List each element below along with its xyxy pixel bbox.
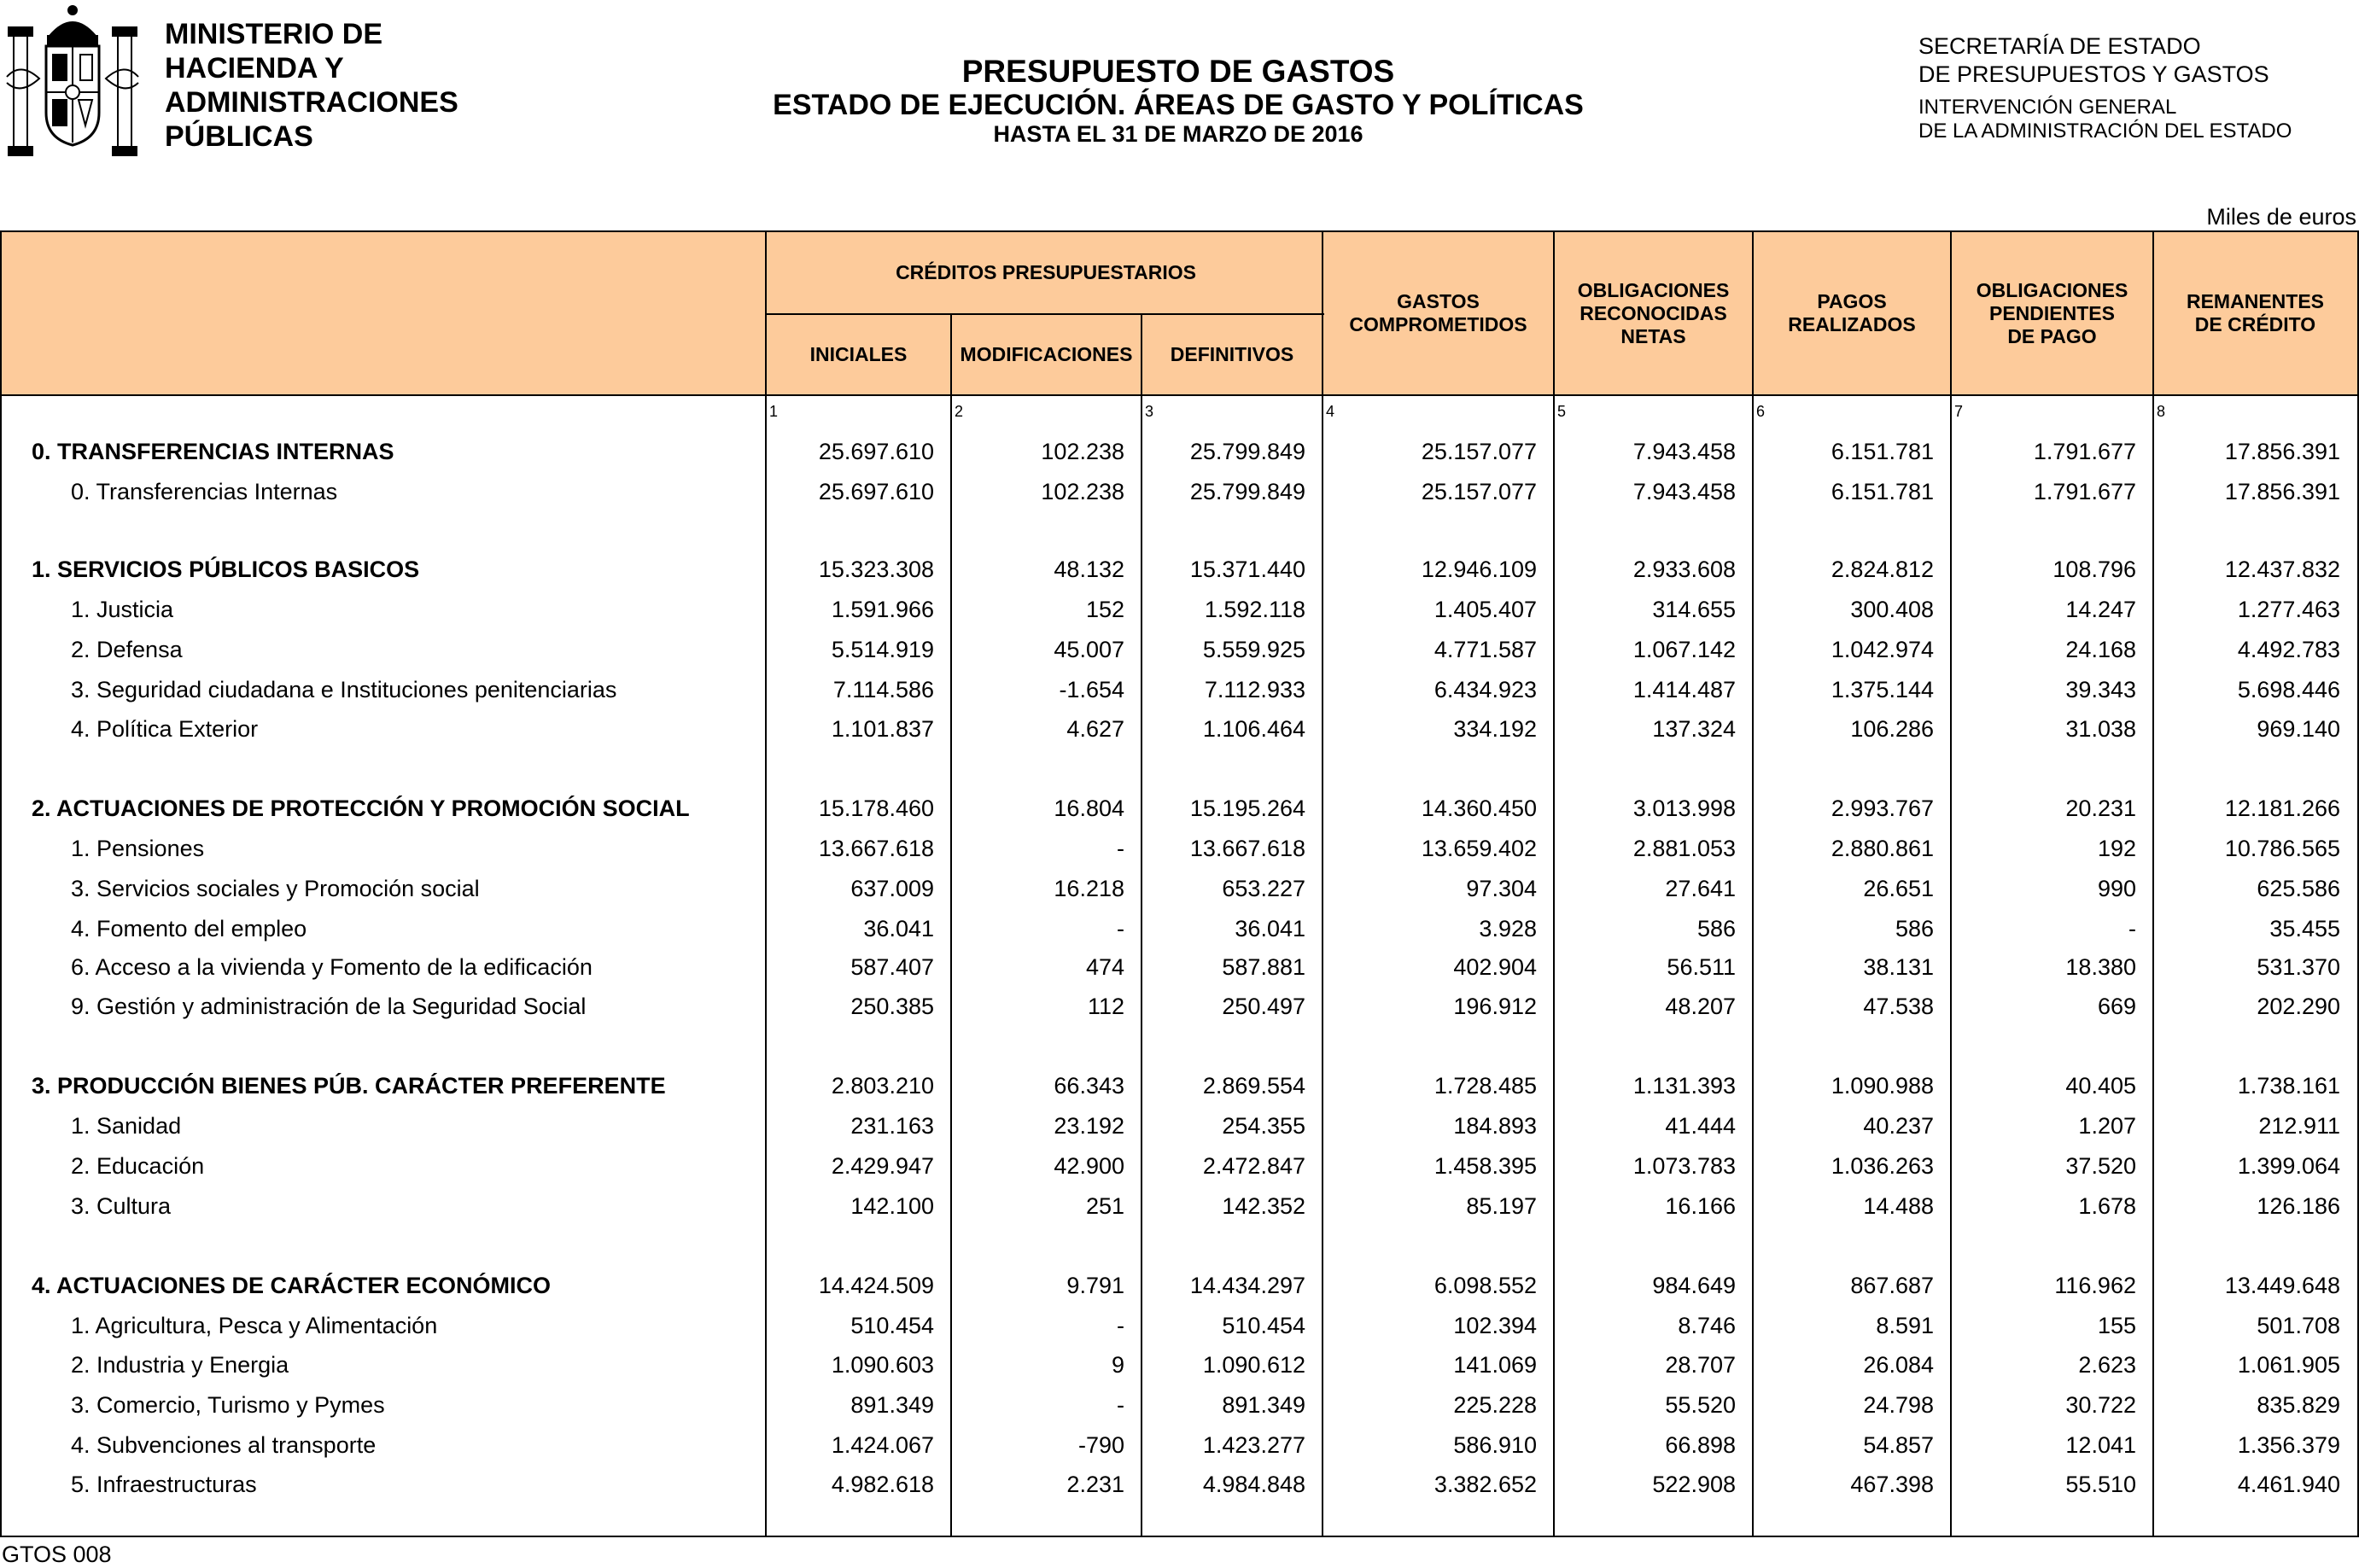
table-cell: 1.678 — [2078, 1193, 2136, 1219]
table-cell: 254.355 — [1222, 1113, 1305, 1139]
table-cell: 47.538 — [1863, 994, 1934, 1019]
table-row-label: 1. Agricultura, Pesca y Alimentación — [71, 1313, 438, 1338]
table-cell: 192 — [2097, 836, 2136, 861]
table-cell: 14.360.450 — [1421, 796, 1537, 821]
table-cell: 6.098.552 — [1434, 1273, 1537, 1298]
table-cell: 20.231 — [2065, 796, 2136, 821]
table-cell: 984.649 — [1652, 1273, 1736, 1298]
table-cell: 13.667.618 — [818, 836, 934, 861]
table-cell: 17.856.391 — [2224, 439, 2340, 464]
table-cell: 142.100 — [850, 1193, 934, 1219]
table-row-label: 3. Cultura — [71, 1193, 172, 1219]
table-cell: 15.178.460 — [818, 796, 934, 821]
intervencion-line: DE LA ADMINISTRACIÓN DEL ESTADO — [1918, 119, 2292, 143]
column-number: 1 — [769, 403, 779, 420]
table-cell: 1.414.487 — [1632, 677, 1736, 702]
table-row-label: 4. Fomento del empleo — [71, 916, 307, 941]
table-row-label: 4. Política Exterior — [71, 716, 259, 742]
table-cell: 5.514.919 — [831, 637, 934, 662]
column-header — [1554, 232, 1753, 394]
table-cell: 891.349 — [1222, 1392, 1305, 1418]
column-header — [1753, 232, 1951, 394]
table-cell: 16.166 — [1665, 1193, 1736, 1219]
column-header-line: COMPROMETIDOS — [1349, 313, 1527, 335]
table-cell: 2.472.847 — [1202, 1153, 1305, 1179]
table-cell: 35.455 — [2269, 916, 2340, 941]
table-cell: 184.893 — [1453, 1113, 1537, 1139]
table-cell: 250.385 — [850, 994, 934, 1019]
table-cell: 1.042.974 — [1831, 637, 1934, 662]
table-cell: 108.796 — [2052, 557, 2136, 582]
table-cell: 1.073.783 — [1632, 1153, 1736, 1179]
table-cell: 24.168 — [2065, 637, 2136, 662]
table-cell: 7.943.458 — [1632, 479, 1736, 504]
column-header — [1142, 315, 1323, 394]
table-cell: 1.090.603 — [831, 1352, 934, 1378]
table-cell: 97.304 — [1466, 876, 1537, 901]
table-cell: 102.238 — [1041, 439, 1124, 464]
table-cell: 587.407 — [850, 954, 934, 980]
table-cell: 4.627 — [1066, 716, 1124, 742]
table-cell: 155 — [2097, 1313, 2136, 1338]
table-cell: 48.132 — [1054, 557, 1124, 582]
column-header-line: DE PAGO — [2007, 324, 2097, 347]
table-cell: 5.698.446 — [2237, 677, 2340, 702]
column-header-line: PENDIENTES — [1989, 301, 2115, 324]
table-cell: 142.352 — [1222, 1193, 1305, 1219]
table-cell: 2.623 — [2078, 1352, 2136, 1378]
table-cell: 41.444 — [1665, 1113, 1736, 1139]
table-row-label: 3. Seguridad ciudadana e Instituciones penitenciarias — [71, 677, 617, 702]
table-cell: 42.900 — [1054, 1153, 1124, 1179]
table-cell: 25.157.077 — [1421, 479, 1537, 504]
table-row-label: 2. Industria y Energia — [71, 1352, 289, 1378]
table-row-group-label: 4. ACTUACIONES DE CARÁCTER ECONÓMICO — [32, 1273, 552, 1298]
table-cell: 1.791.677 — [2033, 439, 2136, 464]
table-row-group-label: 1. SERVICIOS PÚBLICOS BASICOS — [32, 557, 420, 582]
ministry-name — [165, 17, 458, 154]
table-cell: 212.911 — [2258, 1113, 2340, 1139]
column-header-line: OBLIGACIONES — [1577, 278, 1730, 301]
table-cell: 1.592.118 — [1204, 597, 1305, 622]
table-cell: - — [1117, 1392, 1124, 1418]
table-cell: - — [1117, 1313, 1124, 1338]
table-cell: 969.140 — [2257, 716, 2340, 742]
table-cell: 586 — [1696, 916, 1736, 941]
table-cell: 3.013.998 — [1632, 796, 1736, 821]
table-cell: 2.881.053 — [1632, 836, 1736, 861]
table-row-group-label: 2. ACTUACIONES DE PROTECCIÓN Y PROMOCIÓN SOCIAL — [32, 796, 690, 821]
table-cell: 3.928 — [1479, 916, 1537, 941]
table-cell: 990 — [2097, 876, 2136, 901]
table-cell: 1.036.263 — [1831, 1153, 1934, 1179]
secretaria-block — [1918, 32, 2269, 89]
table-cell: 112 — [1087, 994, 1124, 1019]
table-row-label: 3. Comercio, Turismo y Pymes — [71, 1392, 385, 1418]
secretaria-line: DE PRESUPUESTOS Y GASTOS — [1918, 61, 2269, 87]
table-cell: 6.434.923 — [1434, 677, 1537, 702]
table-cell: 1.067.142 — [1632, 637, 1736, 662]
column-header-line: INICIALES — [809, 343, 908, 365]
table-cell: 36.041 — [863, 916, 934, 941]
table-cell: 501.708 — [2257, 1313, 2340, 1338]
table-cell: 300.408 — [1850, 597, 1934, 622]
table-cell: 334.192 — [1453, 716, 1537, 742]
ministry-line: HACIENDA Y — [165, 52, 344, 85]
table-cell: 10.786.565 — [2224, 836, 2340, 861]
table-cell: 126.186 — [2257, 1193, 2340, 1219]
table-cell: 2.880.861 — [1831, 836, 1934, 861]
table-cell: 1.101.837 — [831, 716, 934, 742]
table-cell: 25.697.610 — [818, 479, 934, 504]
table-cell: 637.009 — [850, 876, 934, 901]
column-number: 5 — [1557, 403, 1567, 420]
table-cell: 15.323.308 — [818, 557, 934, 582]
table-cell: - — [2128, 916, 2136, 941]
table-cell: 2.869.554 — [1202, 1073, 1305, 1099]
table-cell: 12.946.109 — [1421, 557, 1537, 582]
table-cell: 1.090.612 — [1202, 1352, 1305, 1378]
table-cell: 2.429.947 — [831, 1153, 934, 1179]
table-cell: 7.112.933 — [1204, 677, 1305, 702]
column-number: 6 — [1756, 403, 1766, 420]
table-cell: 835.829 — [2257, 1392, 2340, 1418]
table-cell: 1.277.463 — [2237, 597, 2340, 622]
table-cell: 27.641 — [1665, 876, 1736, 901]
table-cell: 152 — [1085, 597, 1124, 622]
table-cell: 14.247 — [2065, 597, 2136, 622]
table-cell: 16.218 — [1054, 876, 1124, 901]
table-cell: 5.559.925 — [1202, 637, 1305, 662]
column-number: 4 — [1326, 403, 1335, 420]
table-cell: 66.343 — [1054, 1073, 1124, 1099]
table-cell: 116.962 — [2054, 1273, 2136, 1298]
column-header-line: DE CRÉDITO — [2194, 313, 2316, 335]
table-cell: 48.207 — [1665, 994, 1736, 1019]
table-cell: 37.520 — [2065, 1153, 2136, 1179]
table-cell: 510.454 — [850, 1313, 934, 1338]
table-cell: 56.511 — [1667, 954, 1736, 980]
table-cell: 1.399.064 — [2237, 1153, 2340, 1179]
column-number: 2 — [955, 403, 964, 420]
table-cell: 587.881 — [1222, 954, 1305, 980]
coat-of-arms-logo — [5, 2, 140, 162]
table-cell: 28.707 — [1665, 1352, 1736, 1378]
table-cell: 1.728.485 — [1434, 1073, 1537, 1099]
table-cell: 40.237 — [1863, 1113, 1934, 1139]
table-cell: 225.228 — [1453, 1392, 1537, 1418]
table-cell: 55.520 — [1665, 1392, 1736, 1418]
table-cell: 196.912 — [1453, 994, 1537, 1019]
column-header-line: MODIFICACIONES — [960, 343, 1133, 365]
table-cell: 891.349 — [850, 1392, 934, 1418]
intervencion-line: INTERVENCIÓN GENERAL — [1918, 96, 2177, 119]
header-creditos-presupuestarios: CRÉDITOS PRESUPUESTARIOS — [896, 261, 1196, 283]
table-cell: 4.984.848 — [1202, 1472, 1305, 1497]
table-row-label: 1. Pensiones — [71, 836, 205, 861]
column-number: 7 — [1954, 403, 1964, 420]
table-cell: 13.449.648 — [2224, 1273, 2340, 1298]
table-cell: 669 — [2097, 994, 2136, 1019]
table-cell: 31.038 — [2065, 716, 2136, 742]
ministry-line: ADMINISTRACIONES — [165, 86, 458, 119]
table-cell: 18.380 — [2065, 954, 2136, 980]
table-cell: 1.738.161 — [2237, 1073, 2340, 1099]
page-subtitle: ESTADO DE EJECUCIÓN. ÁREAS DE GASTO Y POLÍTICAS — [773, 89, 1584, 121]
column-header-line: DEFINITIVOS — [1170, 343, 1294, 365]
report-date: HASTA EL 31 DE MARZO DE 2016 — [993, 121, 1363, 147]
table-cell: 12.181.266 — [2224, 796, 2340, 821]
table-cell: 586 — [1895, 916, 1934, 941]
table-cell: 9.791 — [1066, 1273, 1124, 1298]
table-cell: 510.454 — [1222, 1313, 1305, 1338]
secretaria-line: SECRETARÍA DE ESTADO — [1918, 33, 2201, 59]
table-cell: 474 — [1085, 954, 1124, 980]
table-cell: 26.651 — [1863, 876, 1934, 901]
table-cell: 467.398 — [1850, 1472, 1934, 1497]
table-cell: 39.343 — [2065, 677, 2136, 702]
table-cell: 15.195.264 — [1189, 796, 1305, 821]
column-header — [1323, 232, 1554, 394]
table-cell: 1.791.677 — [2033, 479, 2136, 504]
page-title: PRESUPUESTO DE GASTOS — [961, 54, 1395, 89]
table-row-label: 5. Infraestructuras — [71, 1472, 257, 1497]
table-cell: 586.910 — [1453, 1432, 1537, 1458]
table-cell: 4.982.618 — [831, 1472, 934, 1497]
table-cell: 2.803.210 — [831, 1073, 934, 1099]
table-cell: 402.904 — [1453, 954, 1537, 980]
table-cell: 4.492.783 — [2237, 637, 2340, 662]
table-cell: 653.227 — [1222, 876, 1305, 901]
table-cell: 13.667.618 — [1189, 836, 1305, 861]
table-cell: 3.382.652 — [1434, 1472, 1537, 1497]
table-cell: 531.370 — [2257, 954, 2340, 980]
document-code: GTOS 008 — [2, 1542, 112, 1567]
table-cell: 137.324 — [1652, 716, 1736, 742]
table-cell: 250.497 — [1222, 994, 1305, 1019]
table-cell: 14.434.297 — [1189, 1273, 1305, 1298]
table-cell: 7.114.586 — [832, 677, 934, 702]
table-cell: 1.405.407 — [1434, 597, 1537, 622]
table-cell: 1.207 — [2078, 1113, 2136, 1139]
intervencion-block — [1918, 96, 2292, 143]
table-row-label: 9. Gestión y administración de la Seguridad Social — [71, 994, 587, 1019]
column-header-line: PAGOS — [1817, 290, 1887, 312]
table-cell: 231.163 — [850, 1113, 934, 1139]
table-row-label: 3. Servicios sociales y Promoción social — [71, 876, 480, 901]
table-cell: 2.933.608 — [1632, 557, 1736, 582]
table-cell: 14.488 — [1863, 1193, 1934, 1219]
table-cell: 202.290 — [2257, 994, 2340, 1019]
table-cell: 8.746 — [1678, 1313, 1736, 1338]
table-cell: 1.424.067 — [831, 1432, 934, 1458]
table-cell: 102.394 — [1453, 1313, 1537, 1338]
table-cell: 9 — [1111, 1352, 1124, 1378]
column-header — [2153, 232, 2357, 394]
table-cell: 251 — [1085, 1193, 1124, 1219]
table-cell: 867.687 — [1850, 1273, 1934, 1298]
table-cell: 625.586 — [2257, 876, 2340, 901]
table-row-label: 2. Defensa — [71, 637, 183, 662]
table-cell: -790 — [1077, 1432, 1124, 1458]
table-row-label: 0. Transferencias Internas — [71, 479, 338, 504]
table-cell: 55.510 — [2065, 1472, 2136, 1497]
table-cell: 1.090.988 — [1831, 1073, 1934, 1099]
header-bottom-rule — [2, 394, 2357, 396]
table-cell: 36.041 — [1235, 916, 1305, 941]
table-cell: 1.591.966 — [831, 597, 934, 622]
table-cell: 17.856.391 — [2224, 479, 2340, 504]
column-header-line: OBLIGACIONES — [1976, 278, 2128, 301]
table-cell: 15.371.440 — [1189, 557, 1305, 582]
table-cell: 30.722 — [2065, 1392, 2136, 1418]
table-cell: 2.231 — [1066, 1472, 1124, 1497]
table-cell: 14.424.509 — [818, 1273, 934, 1298]
table-row-group-label: 0. TRANSFERENCIAS INTERNAS — [32, 439, 394, 464]
column-header-line: RECONOCIDAS — [1579, 301, 1727, 324]
table-cell: 40.405 — [2065, 1073, 2136, 1099]
table-cell: 6.151.781 — [1831, 439, 1934, 464]
table-cell: 1.131.393 — [1632, 1073, 1736, 1099]
table-cell: 1.106.464 — [1202, 716, 1305, 742]
table-cell: 25.157.077 — [1421, 439, 1537, 464]
table-cell: 102.238 — [1041, 479, 1124, 504]
table-row-label: 1. Justicia — [71, 597, 174, 622]
table-cell: 6.151.781 — [1831, 479, 1934, 504]
table-cell: 12.041 — [2065, 1432, 2136, 1458]
table-cell: 2.993.767 — [1831, 796, 1934, 821]
table-row-label: 6. Acceso a la vivienda y Fomento de la edificación — [71, 954, 593, 980]
table-cell: - — [1117, 836, 1124, 861]
column-header-line: REMANENTES — [2186, 290, 2324, 312]
table-cell: 141.069 — [1453, 1352, 1537, 1378]
table-cell: - — [1117, 916, 1124, 941]
table-cell: 25.799.849 — [1189, 439, 1305, 464]
table-cell: 1.375.144 — [1831, 677, 1934, 702]
table-row-label: 1. Sanidad — [71, 1113, 182, 1139]
table-row-label: 4. Subvenciones al transporte — [71, 1432, 377, 1458]
table-cell: 4.461.940 — [2237, 1472, 2340, 1497]
table-cell: 314.655 — [1652, 597, 1736, 622]
table-cell: 2.824.812 — [1831, 557, 1934, 582]
table-cell: 26.084 — [1863, 1352, 1934, 1378]
table-cell: 4.771.587 — [1434, 637, 1537, 662]
table-cell: 1.458.395 — [1434, 1153, 1537, 1179]
table-cell: 106.286 — [1850, 716, 1934, 742]
table-cell: 7.943.458 — [1632, 439, 1736, 464]
table-cell: 1.061.905 — [2237, 1352, 2340, 1378]
column-number: 8 — [2157, 403, 2166, 420]
column-header — [1951, 232, 2153, 394]
table-cell: 16.804 — [1054, 796, 1124, 821]
column-header — [951, 315, 1142, 394]
table-cell: 24.798 — [1863, 1392, 1934, 1418]
table-cell: 23.192 — [1054, 1113, 1124, 1139]
table-cell: 38.131 — [1863, 954, 1934, 980]
table-cell: 85.197 — [1466, 1193, 1537, 1219]
table-row-label: 2. Educación — [71, 1153, 205, 1179]
ministry-line: PÚBLICAS — [165, 120, 313, 153]
table-cell: 12.437.832 — [2224, 557, 2340, 582]
table-cell: 25.799.849 — [1189, 479, 1305, 504]
column-header — [766, 315, 951, 394]
table-cell: 8.591 — [1876, 1313, 1934, 1338]
table-cell: 522.908 — [1652, 1472, 1736, 1497]
units-label: Miles de euros — [2206, 204, 2356, 230]
table-cell: -1.654 — [1059, 677, 1124, 702]
table-cell: 45.007 — [1054, 637, 1124, 662]
column-header-line: NETAS — [1620, 324, 1686, 347]
column-header-line: REALIZADOS — [1788, 313, 1916, 335]
table-row-group-label: 3. PRODUCCIÓN BIENES PÚB. CARÁCTER PREFERENTE — [32, 1073, 666, 1099]
table-cell: 1.356.379 — [2237, 1432, 2340, 1458]
table-cell: 54.857 — [1863, 1432, 1934, 1458]
table-cell: 13.659.402 — [1421, 836, 1537, 861]
table-cell: 1.423.277 — [1202, 1432, 1305, 1458]
column-header-line: GASTOS — [1397, 290, 1480, 312]
table-cell: 66.898 — [1665, 1432, 1736, 1458]
column-number: 3 — [1145, 403, 1154, 420]
ministry-line: MINISTERIO DE — [165, 18, 383, 50]
table-cell: 25.697.610 — [818, 439, 934, 464]
